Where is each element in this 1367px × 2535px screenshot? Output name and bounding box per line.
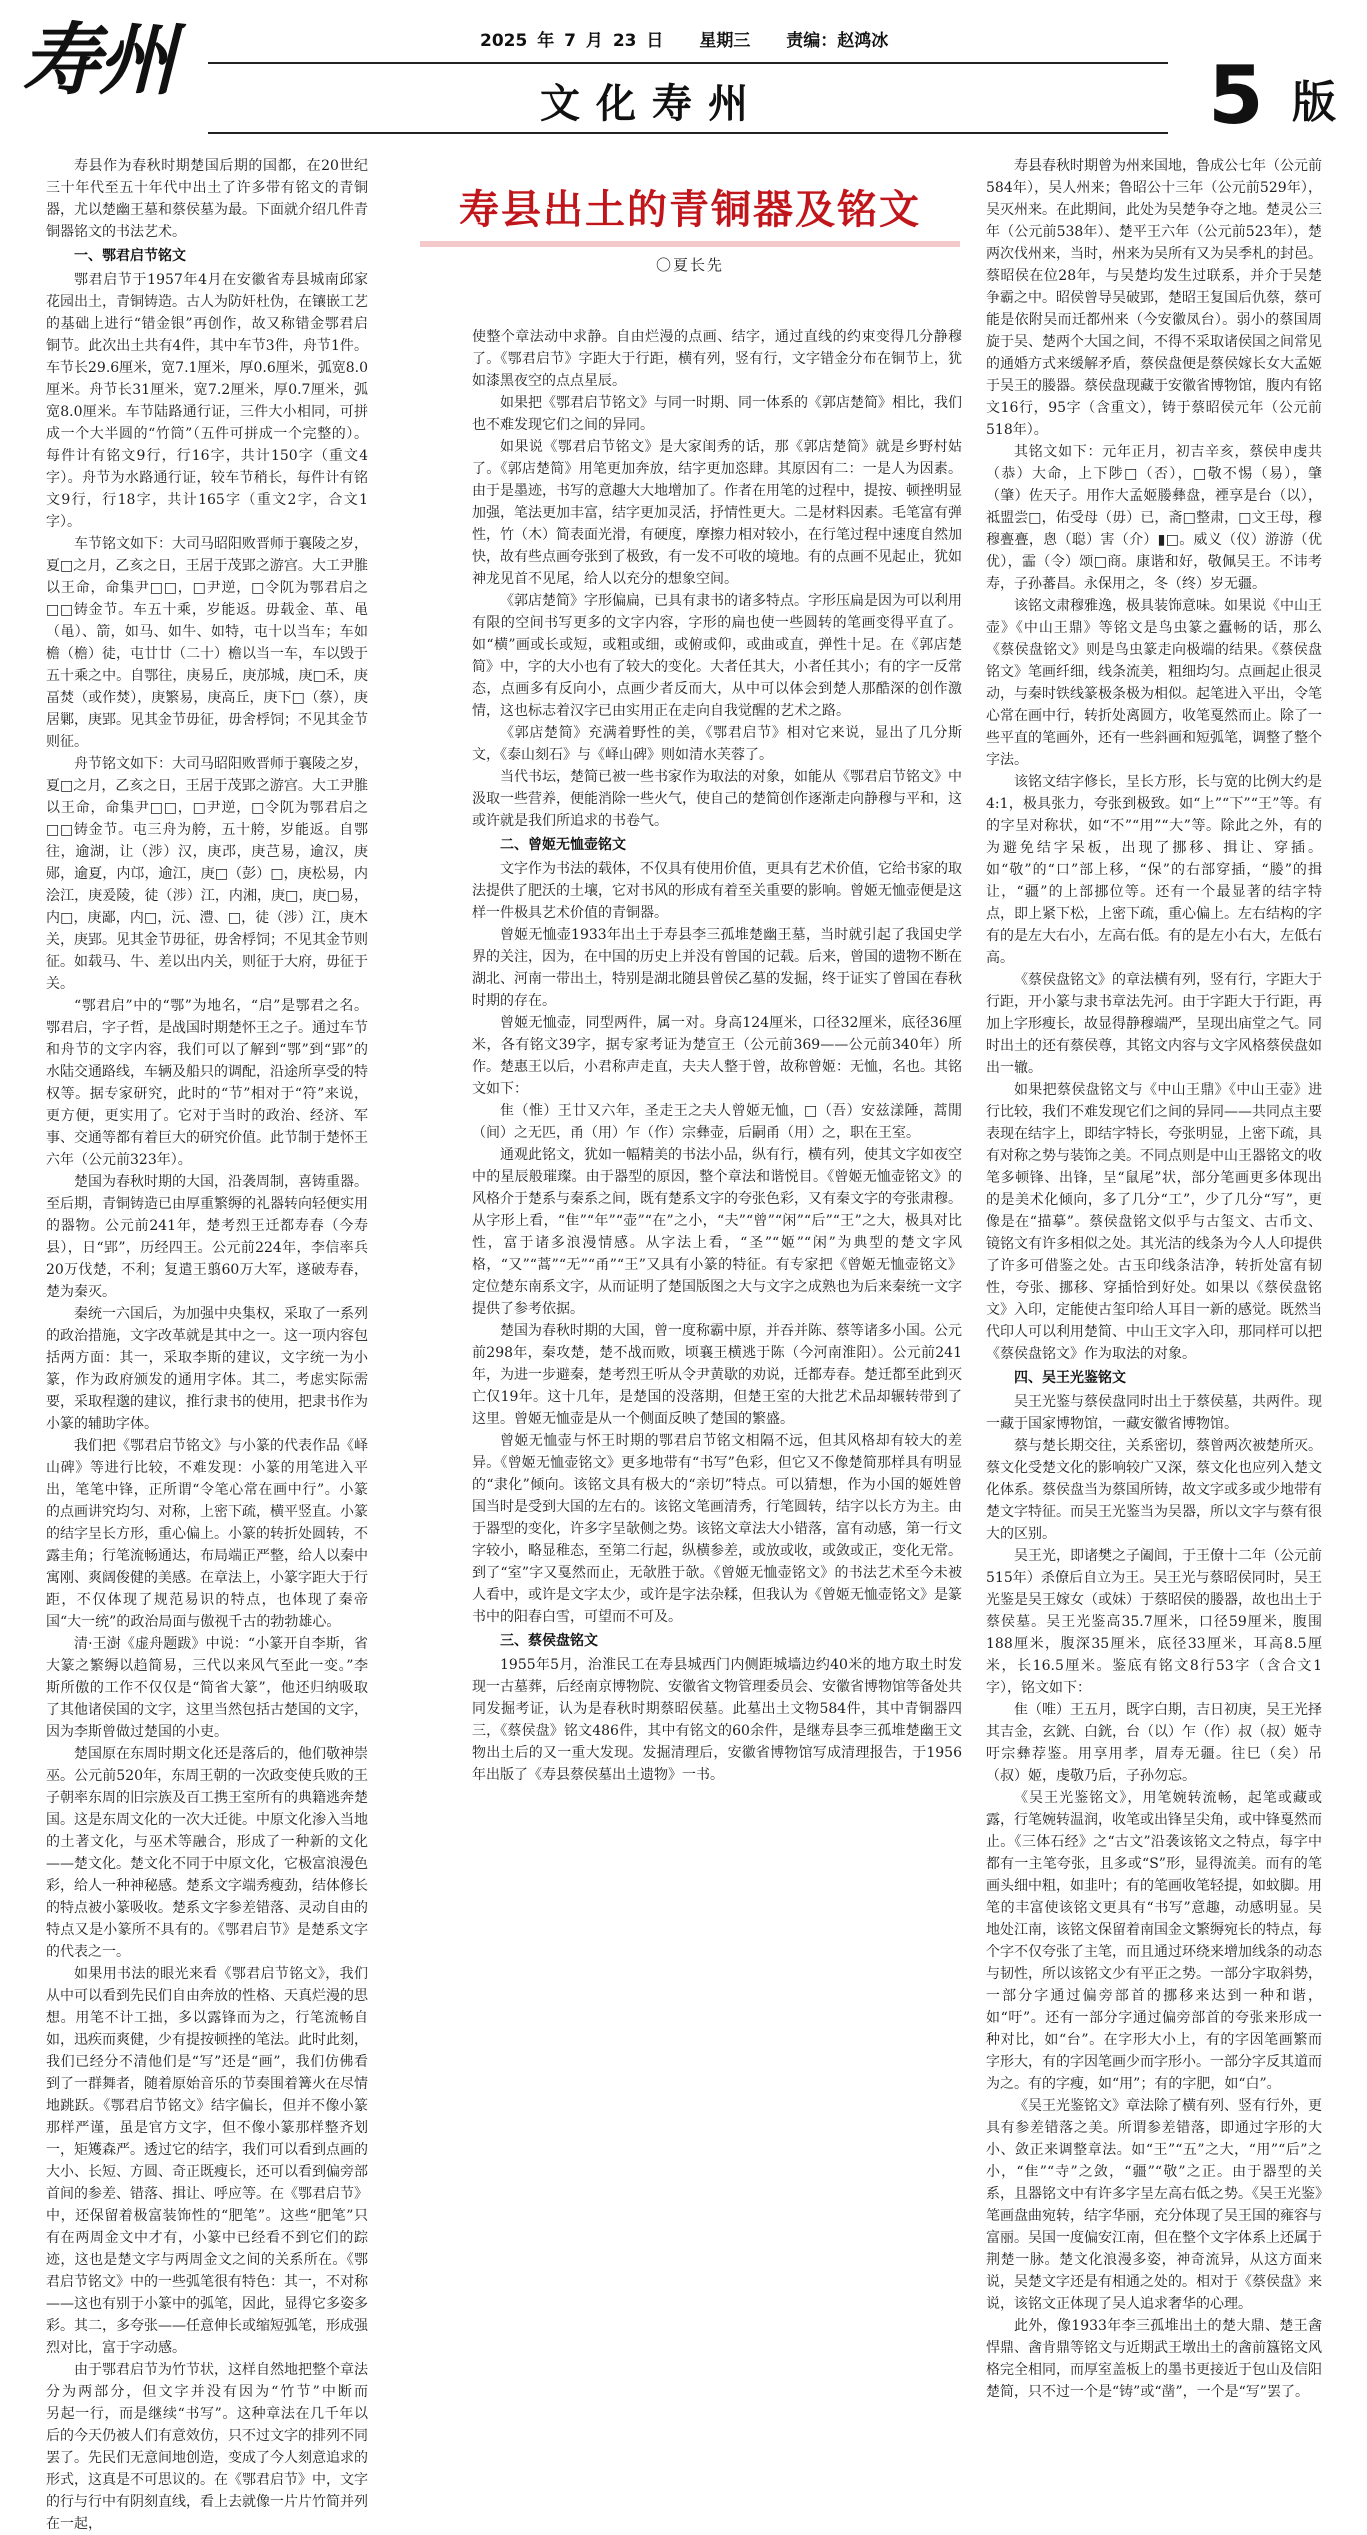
paragraph: 《郭店楚简》充满着野性的美，《鄂君启节》相对它来说，显出了几分斯文，《泰山刻石》与《峄山碑》则如清水芙蓉了。 bbox=[472, 725, 962, 763]
paragraph: 通观此铭文，犹如一幅精美的书法小品，纵有行，横有列，使其文字如夜空中的星辰般璀璨。由于器型的原因，整个章法和谐悦目。《曾姬无恤壶铭文》的风格介于楚系与秦系之间，既有楚系文字的夸张色彩，又有秦文字的夸张肃穆。从字形上看，“隹”“年”“壶”“在”之小，“夫”“曾”“闲”“后”“王”之大，极具对比性，富于诸多浪漫情感。从字法上看，“圣”“姬”“闲”为典型的楚文字风格，“又”“蒿”“无”“甬”“王”又具有小篆的特征。有专家把《曾姬无恤壶铭文》定位楚东南系文字，从而证明了楚国版图之大与文字之成熟也为后来秦统一文字提供了参考依据。 bbox=[472, 1147, 962, 1317]
paragraph: 寿县作为春秋时期楚国后期的国都，在20世纪三十年代至五十年代中出土了许多带有铭文的青铜器，尤以楚幽王墓和蔡侯墓为最。下面就介绍几件青铜器铭文的书法艺术。 bbox=[46, 158, 368, 240]
paragraph: 曾姬无恤壶，同型两件，属一对。身高124厘米，口径32厘米，底径36厘米，各有铭文39字，据专家考证为楚宣王（公元前369——公元前340年）所作。楚惠王以后，小君称声走直，夫夫人整于曾，故称曾姬：无恤，名也。其铭文如下： bbox=[472, 1015, 962, 1097]
paragraph: 当代书坛，楚简已被一些书家作为取法的对象，如能从《鄂君启节铭文》中汲取一些营养，便能消除一些火气，使自己的楚简创作逐渐走向静穆与平和，这或许就是我们所追求的书卷气。 bbox=[472, 769, 962, 829]
text-column-middle bbox=[472, 326, 962, 2060]
paragraph: 如果用书法的眼光来看《鄂君启节铭文》，我们从中可以看到先民们自由奔放的性格、天真烂漫的思想。用笔不计工拙，多以露锋而为之，行笔流畅自如，迅疾而爽健，少有提按顿挫的笔法。此时此刻，我们已经分不清他们是“写”还是“画”，我们仿佛看到了一群舞者，随着原始音乐的节奏围着篝火在尽情地跳跃。《鄂君启节铭文》结字偏长，但并不像小篆那样严谨，虽是官方文字，但不像小篆那样整齐划一，矩矱森严。透过它的结字，我们可以看到点画的大小、长短、方圆、奇正既瘦长，还可以看到偏旁部首间的参差、错落、揖让、呼应等。在《鄂君启节》中，还保留着极富装饰性的“肥笔”。这些“肥笔”只有在两周金文中才有，小篆中已经看不到它们的踪迹，这也是楚文字与两周金文之间的关系所在。《鄂君启节铭文》中的一些弧笔很有特色：其一，不对称——这也有别于小篆中的弧笔，因此，显得它多姿多彩。其二，多夸张——任意伸长或缩短弧笔，形成强烈对比，富于字动感。 bbox=[46, 1966, 368, 2356]
masthead-rule-bottom bbox=[208, 132, 1168, 134]
text-column-left bbox=[46, 155, 396, 2532]
paragraph: 《吴王光鉴铭文》章法除了横有列、竖有行外，更具有参差错落之美。所谓参差错落，即通过字形的大小、敛正来调整章法。如“王”“五”之大，“用”“后”之小，“隹”“寺”之敛，“疆”“敬”之正。由于器型的关系，且器铭文中有许多字呈左高右低之势。《吴王光鉴》笔画盘曲宛转，结字华丽，充分体现了吴王国的雍容与富丽。吴国一度偏安江南，但在整个文字体系上还属于荆楚一脉。楚文化浪漫多姿，神奇流异，从这方面来说，吴楚文字还是有相通之处的。相对于《蔡侯盘》来说，该铭文正体现了吴人追求奢华的心理。 bbox=[986, 2098, 1322, 2312]
paragraph: 吴王光，即诸樊之子阖闾，于王僚十二年（公元前515年）杀僚后自立为王。吴王光与蔡昭侯同时，吴王光鉴是吴王嫁女（或妹）于蔡昭侯的媵器，故也出土于蔡侯墓。吴王光鉴高35.7厘米，口径59厘米，腹围188厘米，腹深35厘米，底径33厘米，耳高8.5厘米，长16.5厘米。鉴底有铭文8行53字（含合文1字），铭文如下： bbox=[986, 1548, 1322, 1696]
paragraph: 此外，像1933年李三孤堆出土的楚大鼎、楚王酓悍鼎、酓肯鼎等铭文与近期武王墩出土的酓前簋铭文风格完全相同，而厚室盖板上的墨书更接近于包山及信阳楚简，只不过一个是“铸”或“凿”，一个是“写”罢了。 bbox=[986, 2318, 1322, 2400]
paragraph: 《吴王光鉴铭文》，用笔婉转流畅，起笔或藏或露，行笔婉转温润，收笔或出锋呈尖角，或中锋戛然而止。《三体石经》之“古文”沿袭该铭文之特点，每字中都有一主笔夸张，且多或“S”形，显得流美。而有的笔画头细中粗，如韭叶；有的笔画收笔轻提，如蚊脚。用笔的丰富使该铭文更具有“书写”意趣，动感明显。吴地处江南，该铭文保留着南国金文繁缛宛长的特点，每个字不仅夸张了主笔，而且通过环绕来增加线条的动态与韧性，所以该铭文少有平正之势。一部分字取斜势，一部分字通过偏旁部首的挪移来达到一种和谐，如“吁”。还有一部分字通过偏旁部首的夸张来形成一种对比，如“台”。在字形大小上，有的字因笔画繁而字形大，有的字因笔画少而字形小。一部分字反其道而为之。有的字瘦，如“用”；有的字肥，如“白”。 bbox=[986, 1790, 1322, 2092]
paragraph: 其铭文如下：元年正月，初吉辛亥，蔡侯申虔共（恭）大命，上下陟□（否），□敬不惕（易），肇（肇）佐天子。用作大孟姬媵彝盘，禋享是台（以），祗盟尝□，佑受母（毋）已，斋□整肃，□文王母，穆穆亹亹，悤（聪）害（介）▮□。威义（仪）游游（优优），霝（令）颂□商。康谐和好，敬佩吴王。不讳考寿，子孙蕃昌。永保用之，冬（终）岁无疆。 bbox=[986, 444, 1322, 592]
article-title: 寿县出土的青铜器及铭文 bbox=[420, 178, 960, 247]
paragraph: 楚国为春秋时期的大国，曾一度称霸中原，并吞并陈、蔡等诸多小国。公元前298年，秦攻楚，楚不战而败，顷襄王横逃于陈（今河南淮阳）。公元前241年，为进一步避秦，楚考烈王听从令尹黄歇的劝说，迁都寿春。楚迁都至此到灭亡仅19年。这十几年，是楚国的没落期，但楚王室的大批艺术品却辗转带到了这里。曾姬无恤壶是从一个侧面反映了楚国的繁盛。 bbox=[472, 1323, 962, 1427]
paragraph: “鄂君启”中的“鄂”为地名，“启”是鄂君之名。鄂君启，字子哲，是战国时期楚怀王之子。通过车节和舟节的文字内容，我们可以了解到“鄂”到“郢”的水陆交通路线，车辆及船只的调配，沿途所享受的特权等。据专家研究，此时的“节”相对于“符”来说，更方便，更实用了。它对于当时的政治、经济、军事、交通等都有着巨大的研究价值。此节制于楚怀王六年（公元前323年）。 bbox=[46, 998, 368, 1168]
section-heading: 四、吴王光鉴铭文 bbox=[1014, 1370, 1126, 1386]
paragraph: 使整个章法动中求静。自由烂漫的点画、结字，通过直线的约束变得几分静穆了。《鄂君启节》字距大于行距，横有列，竖有行，文字错金分布在铜节上，犹如漆黑夜空的点点星辰。 bbox=[472, 329, 962, 389]
paragraph: 《蔡侯盘铭文》的章法横有列，竖有行，字距大于行距，开小篆与隶书章法先河。由于字距大于行距，再加上字形瘦长，故显得静穆端严，呈现出庙堂之气。同时出土的还有蔡侯尊，其铭文内容与文字风格蔡侯盘如出一辙。 bbox=[986, 972, 1322, 1076]
paragraph: 由于鄂君启节为竹节状，这样自然地把整个章法分为两部分，但文字并没有因为“竹节”中断而 另起一行，而是继续“书写”。这种章法在几千年以后的今天仍被人们有意效仿，只不过文字的排列不同罢了。先民们无意间地创造，变成了今人刻意追求的形式，这真是不可思议的。在《鄂君启节》中，文字的行与行中有阴刻直线，看上去就像一片片竹简并列在一起， bbox=[46, 2362, 396, 2532]
section-title: 文化寿州 bbox=[540, 80, 764, 127]
issue-weekday: 星期三 bbox=[699, 31, 751, 51]
masthead-rule-top bbox=[208, 62, 1168, 64]
paragraph: 如果把蔡侯盘铭文与《中山王鼎》《中山王壶》进行比较，我们不难发现它们之间的异同——共同点主要表现在结字上，即结字特长，夸张明显，上密下疏，具有对称之势与装饰之美。不同点则是中山王器铭文的收笔多顿锋、出锋，呈“鼠尾”状，部分笔画更多体现出的是美术化倾向，多了几分“工”，少了几分“写”，更像是在“描摹”。蔡侯盘铭文似乎与古玺文、古币文、镜铭文有许多相似之处。其光洁的线条为今人人印提供了许多可借鉴之处。古玉印线条洁净，转折处富有韧性，夸张、挪移、穿插恰到好处。如果以《蔡侯盘铭文》入印，定能使古玺印给人耳目一新的感觉。既然当代印人可以利用楚简、中山王文字入印，那同样可以把《蔡侯盘铭文》作为取法的对象。 bbox=[986, 1082, 1322, 1362]
editor-credit: 责编：赵鸿冰 bbox=[786, 31, 889, 51]
page-number-label: 版 bbox=[1292, 77, 1336, 128]
paragraph: 文字作为书法的载体，不仅具有使用价值，更具有艺术价值，它给书家的取法提供了肥沃的土壤，它对书风的形成有着至关重要的影响。曾姬无恤壶便是这样一件极具艺术价值的青铜器。 bbox=[472, 861, 962, 921]
inscription-text: 隹（唯）王五月，既字白期，吉日初庚，吴王光择其吉金，玄銧、白銧，台（以）乍（作）叔（叔）姬寺吁宗彝荐鉴。用享用孝，眉寿无疆。往巳（矣）吊（叔）姬，虔敬乃后，子孙勿忘。 bbox=[986, 1702, 1322, 1784]
section-heading: 一、鄂君启节铭文 bbox=[74, 248, 186, 264]
page-number: 5 bbox=[1208, 49, 1264, 142]
paragraph: 舟节铭文如下：大司马昭阳败晋师于襄陵之岁，夏□之月，乙亥之日，王居于茂郢之游宫。大工尹脽以王命，命集尹□□，□尹逆，□令阢为鄂君启之□□铸金节。屯三舟为舿，五十舿，岁能返。自鄂往，逾湖，让（涉）汉，庚邔，庚芑易，逾汉，庚郧，逾夏，内邙，逾江，庚□（彭）□，庚松易，内浍江，庚爰陵，徒（涉）江，内湘，庚□，庚□易，内□，庚鄙，内□，沅、澧、□，徒（涉）江，庚木关，庚郢。见其金节毋征，毋舍桴饲；不见其金节则征。如载马、牛、差以出内关，则征于大府，毋征于关。 bbox=[46, 756, 368, 992]
paragraph: 如果把《鄂君启节铭文》与同一时期、同一体系的《郭店楚简》相比，我们也不难发现它们之间的异同。 bbox=[472, 395, 962, 433]
paragraph: 《郭店楚简》字形偏扁，已具有隶书的诸多特点。字形压扁是因为可以利用有限的空间书写更多的文字内容，字形的扁也使一些圆转的笔画变得平直了。如“横”画或长或短，或粗或细，或俯或仰，或曲或直，弹性十足。在《郭店楚简》中，字的大小也有了较大的变化。大者任其大，小者任其小；有的字一反常态，点画多有反向小，点画少者反而大，从中可以体会到楚人那酷深的创作激情，这也标志着汉字已由实用正在走向自我觉醒的艺术之路。 bbox=[472, 593, 962, 719]
inscription-text: 隹（惟）王廿又六年，圣走王之夫人曾姬无恤，□（吾）安兹漾陲，蒿閒（间）之无匹，甬（用）乍（作）宗彝壶，后嗣甬（用）之，职在王室。 bbox=[472, 1103, 962, 1141]
masthead bbox=[0, 0, 1367, 150]
paragraph: 秦统一六国后，为加强中央集权，采取了一系列的政治措施，文字改革就是其中之一。这一项内容包括两方面：其一，采取李斯的建议，文字统一为小篆，作为政府颁发的通用字体。其二，考虑实际需要，采取程邈的建议，推行隶书的使用，把隶书作为小篆的辅助字体。 bbox=[46, 1306, 368, 1432]
paragraph: 清·王澍《虚舟题跋》中说：“小篆开自李斯，省大篆之繁缛以趋简易，三代以来风气至此一变。”李斯所傲的工作不仅仅是“简省大篆”，他还归纳吸取了其他诸侯国的文字，这里当然包括古楚国的文字，因为李斯曾做过楚国的小吏。 bbox=[46, 1636, 368, 1740]
section-heading: 三、蔡侯盘铭文 bbox=[500, 1633, 598, 1649]
paragraph: 如果说《鄂君启节铭文》是大家闺秀的话，那《郭店楚简》就是乡野村姑了。《郭店楚简》用笔更加奔放，结字更加恣肆。其原因有二：一是人为因素。由于是墨迹，书写的意趣大大地增加了。作者在用笔的过程中，提按、顿挫明显加强，笔法更加丰富，结字更加灵活，抒情性更大。二是材料因素。毛笔富有弹性，竹（木）简表面光滑，有硬度，摩擦力相对较小，在行笔过程中速度自然加快，故有些点画夸张到了极致，有一发不可收的境地。有的点画不见起止，犹如神龙见首不见尾，给人以充分的想象空间。 bbox=[472, 439, 962, 587]
paragraph: 鄂君启节于1957年4月在安徽省寿县城南邱家花园出土，青铜铸造。古人为防奸杜伪，在镶嵌工艺的基础上进行“错金银”再创作，故又称错金鄂君启铜节。此次出土共有4件，其中车节3件，舟节1件。车节长29.6厘米，宽7.1厘米，厚0.6厘米，弧宽8.0厘米。舟节长31厘米，宽7.2厘米，厚0.7厘米，弧宽8.0厘米。车节陆路通行证，三件大小相同，可拼成一个大半圆的“竹筒”（五件可拼成一个完整的）。每件计有铭文9行，行16字，共计150字（重文4字）。舟节为水路通行证，较车节稍长，每件计有铭文9行，行18字，共计165字（重文2字，合文1字）。 bbox=[46, 272, 368, 530]
paragraph: 曾姬无恤壶与怀王时期的鄂君启节铭文相隔不远，但其风格却有较大的差异。《曾姬无恤壶铭文》更多地带有“书写”色彩，但它又不像楚简那样具有明显的“隶化”倾向。该铭文具有极大的“亲切”特点。可以猜想，作为小国的姬姓曾国当时是受到大国的左右的。该铭文笔画清秀，行笔圆转，结字以长方为主。由于器型的变化，许多字呈欹侧之势。该铭文章法大小错落，富有动感，第一行文字较小，略显稚态，至第二行起，纵横参差，或放或收，或敛或正，变化无常。到了“室”字又戛然而止，无欹胜于欹。《曾姬无恤壶铭文》的书法艺术至今未被人看中，或许是文字太少，或许是字法杂糅，但我认为《曾姬无恤壶铭文》是篆书中的阳春白雪，可望而不可及。 bbox=[472, 1433, 962, 1625]
issue-date: 2025 年 7 月 23 日 bbox=[480, 31, 664, 51]
dateline bbox=[480, 26, 914, 51]
paragraph: 楚国为春秋时期的大国，沿袭周制，喜铸重器。至后期，青铜铸造已由厚重繁缛的礼器转向轻便实用的器物。公元前241年，楚考烈王迁都寿春（今寿县），日“郢”，历经四王。公元前224年，李信率兵20万伐楚，不利；复遣王翦60万大军，遂破寿春，楚为秦灭。 bbox=[46, 1174, 368, 1300]
paragraph: 我们把《鄂君启节铭文》与小篆的代表作品《峄山碑》等进行比较，不难发现：小篆的用笔进入平出，笔笔中锋，正所谓“令笔心常在画中行”。小篆的点画讲究均匀、对称，上密下疏，横平竖直。小篆的结字呈长方形，重心偏上。小篆的转折处圆转，不露圭角；行笔流畅通达，布局端正严整，给人以秦中寓刚、爽阔俊健的美感。在章法上，小篆字距大于行距，不仅体现了规范易识的特点，也体现了秦帝国“大一统”的政治局面与傲视千古的勃勃雄心。 bbox=[46, 1438, 368, 1630]
paragraph: 1955年5月，治淮民工在寿县城西门内侧距城墙边约40米的地方取土时发现一古墓葬，后经南京博物院、安徽省文物管理委员会、安徽省博物馆等备处共同发掘考证，认为是春秋时期蔡昭侯墓。此墓出土文物584件，其中青铜器四三，《蔡侯盘》铭文486件，其中有铭文的60余件，是继寿县李三孤堆楚幽王文物出土后的又一重大发现。发掘清理后，安徽省博物馆写成清理报告，于1956年出版了《寿县蔡侯墓出土遗物》一书。 bbox=[472, 1657, 962, 1783]
paragraph: 吴王光鉴与蔡侯盘同时出土于蔡侯墓，共两件。现一藏于国家博物馆，一藏安徽省博物馆。 bbox=[986, 1394, 1322, 1432]
text-column-right bbox=[986, 155, 1322, 2400]
paragraph: 蔡与楚长期交往，关系密切，蔡曾两次被楚所灭。蔡文化受楚文化的影响较广又深，蔡文化也应列入楚文化体系。蔡侯盘当为蔡国所铸，故文字或多或少地带有楚文字特征。而吴王光鉴当为吴器，所以文字与蔡有很大的区别。 bbox=[986, 1438, 1322, 1542]
article-author: 〇夏长先 bbox=[655, 256, 724, 274]
section-heading: 二、曾姬无恤壶铭文 bbox=[500, 837, 626, 853]
paragraph: 该铭文结字修长，呈长方形，长与宽的比例大约是4:1，极具张力，夸张到极致。如“上”“下”“王”等。有的字呈对称状，如“不”“用”“大”等。除此之外，有的为避免结字呆板，出现了挪移、揖让、穿插。如“敬”的“口”部上移，“保”的右部穿插，“媵”的揖让，“疆”的上部挪位等。还有一个最显著的结字特点，即上紧下松，上密下疏，重心偏上。左右结构的字有的是左大右小，左高右低。有的是左小右大，左低右高。 bbox=[986, 774, 1322, 966]
paragraph: 曾姬无恤壶1933年出土于寿县李三孤堆楚幽王墓，当时就引起了我国史学界的关注，因为，在中国的历史上并没有曾国的记载。后来，曾国的遗物不断在湖北、河南一带出土，特别是湖北随县曾侯乙墓的发掘，终于证实了曾国在春秋时期的存在。 bbox=[472, 927, 962, 1009]
paragraph: 该铭文肃穆雅逸，极具装饰意味。如果说《中山王壶》《中山王鼎》等铭文是鸟虫篆之蠹畅的话，那么《蔡侯盘铭文》则是鸟虫篆走向极端的结果。《蔡侯盘铭文》笔画纤细，线条流美，粗细均匀。点画起止很灵动，与秦时铁线篆极条极为相似。起笔进入平出，令笔心常在画中行，转折处离圆方，收笔戛然而止。除了一些平直的笔画外，还有一些斜画和短弧笔，调整了整个字法。 bbox=[986, 598, 1322, 768]
paragraph: 寿县春秋时期曾为州来国地，鲁成公七年（公元前584年），吴人州来；鲁昭公十三年（公元前529年），吴灭州来。在此期间，此处为吴楚争夺之地。楚灵公三年（公元前538年）、楚平王六年（公元前523年），楚两次伐州来，当时，州来为吴所有又为吴季札的封邑。蔡昭侯在位28年，与吴楚均发生过联系，并介于吴楚争霸之中。昭侯曾导吴破郢，楚昭王复国后仇蔡，蔡可能是依附吴而迁都州来（今安徽凤台）。弱小的蔡国周旋于吴、楚两个大国之间，不得不采取诸侯国之间常见的通婚方式来缓解矛盾，蔡侯盘便是蔡侯嫁长女大孟姬于吴王的媵器。蔡侯盘现藏于安徽省博物馆，腹内有铭文16行，95字（含重文），铸于蔡昭侯元年（公元前518年）。 bbox=[986, 158, 1322, 438]
newspaper-logo: 寿州 bbox=[22, 15, 175, 106]
paragraph: 车节铭文如下：大司马昭阳败晋师于襄陵之岁，夏□之月，乙亥之日，王居于茂郢之游宫。大工尹脽以王命，命集尹□□，□尹逆，□令阢为鄂君启之□□铸金节。车五十乘，岁能返。毋载金、革、黾（黾）、箭，如马、如牛、如特，屯十以当车；车如檐（檐）徒，屯廿廿（二十）檐以当一车，车以毁于五十乘之中。自鄂往，庚易丘，庚邡城，庚□禾，庚畐焚（或作焚），庚繁易，庚高丘，庚下□（蔡），庚居鄛，庚郢。见其金节毋征，毋舍桴饲；不见其金节则征。 bbox=[46, 536, 368, 750]
paragraph: 楚国原在东周时期文化还是落后的，他们敬神崇巫。公元前520年，东周王朝的一次政变使兵败的王子朝率东周的旧宗族及百工携王室所有的典籍逃奔楚国。这是东周文化的一次大迁徙。中原文化渗入当地的土著文化，与巫术等融合，形成了一种新的文化——楚文化。楚文化不同于中原文化，它极富浪漫色彩，给人一种神秘感。楚系文字端秀瘦劲，结体修长的特点被小篆吸收。楚系文字参差错落、灵动自由的特点又是小篆所不具有的。《鄂君启节》是楚系文字的代表之一。 bbox=[46, 1746, 368, 1960]
